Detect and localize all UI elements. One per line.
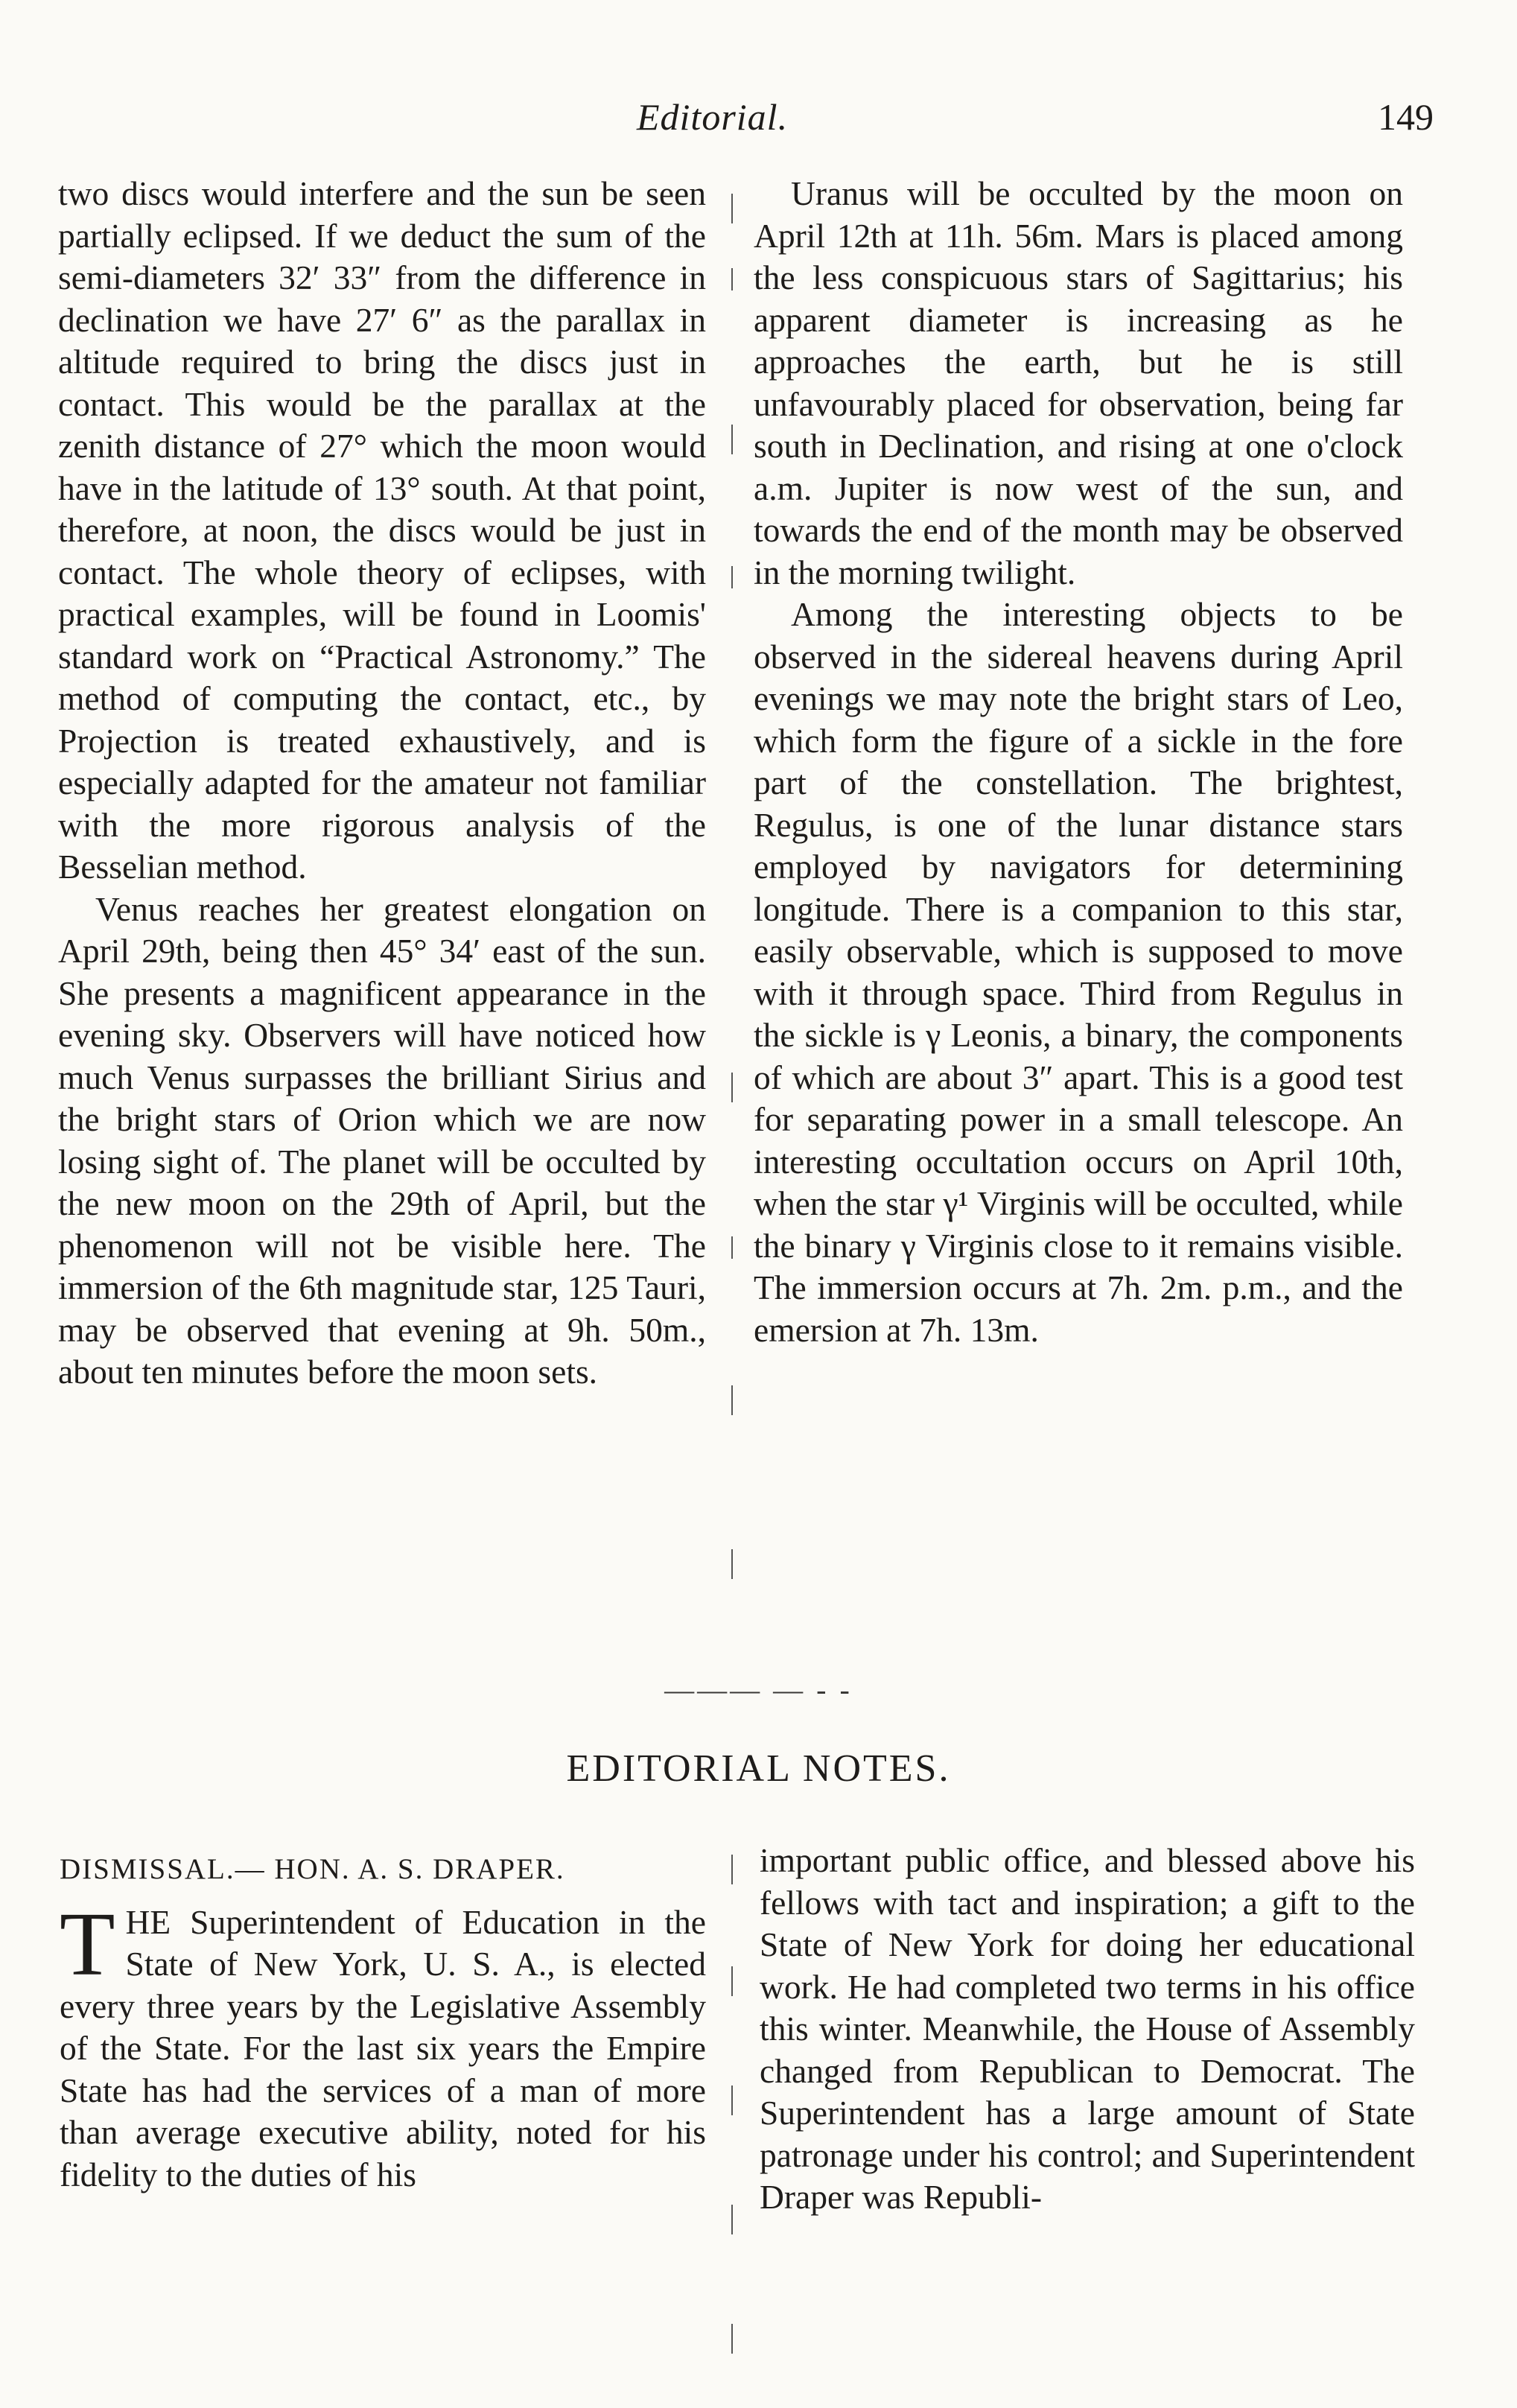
article-text-left-body: HE Superintendent of Education in the State of New York, U. S. A., is elected every three years by the Legislative Assembly of the State. For the last six years the Empire State has had the services of a man of more than average executive ability, noted for his fidelity to the duties of his — [60, 1902, 706, 2193]
running-title: Editorial. — [637, 96, 789, 138]
article-text-left — [60, 1893, 706, 2196]
page-number: 149 — [1378, 96, 1434, 138]
page-header — [0, 95, 1517, 147]
notes-left-column — [60, 1849, 706, 2196]
article-subheading: DISMISSAL.— HON. A. S. DRAPER. — [60, 1853, 565, 1885]
left-column — [58, 173, 706, 1394]
right-column — [754, 173, 1403, 1351]
right-paragraph-uranus: Uranus will be occulted by the moon on April 12th at 11h. 56m. Mars is placed among the less conspicuous stars of Sagittarius; his apparent diameter is increasing as he approaches the earth, but he is still unfavourably placed for observation, being far south in Declination, and rising at one o'clock a.m. Jupiter is now west of the sun, and towards the end of the month may be observed in the morning twilight. — [754, 174, 1403, 591]
column-gutter-top — [731, 179, 733, 1639]
drop-cap: T — [60, 1893, 115, 1995]
article-text-right: important public office, and blessed above his fellows with tact and inspiration; a gift to the State of New York for doing her educational work. He had completed two terms in his office this winter. Meanwhile, the House of Assembly changed from Republican to Democrat. The Superintendent has a large amount of State patronage under his control; and Superintendent Draper was Republi- — [760, 1841, 1415, 2216]
notes-right-column — [760, 1840, 1415, 2219]
right-paragraph-leo: Among the interesting objects to be observed in the sidereal heavens during April evenings we may note the bright stars of Leo, which form the figure of a sickle in the fore part of the constellation. The brightest, Regulus, is one of the lunar distance stars employed by navigators for determining longitude. There is a companion to this star, easily observable, which is supposed to move with it through space. Third from Regulus in the sickle is γ Leonis, a binary, the components of which are about 3″ apart. This is a good test for separating power in a small telescope. An interesting occultation occurs on April 10th, when the star γ¹ Virginis will be occulted, while the binary γ Virginis close to it remains visible. The immersion occurs at 7h. 2m. p.m., and the emersion at 7h. 13m. — [754, 595, 1403, 1349]
left-paragraph-venus: Venus reaches her greatest elongation on April 29th, being then 45° 34′ east of the sun. She presents a magnificent appearance in the evening sky. Observers will have noticed how much Venus surpasses the brilliant Sirius and the bright stars of Orion which we are now losing sight of. The planet will be occulted by the new moon on the 29th of April, but the phenomenon will not be visible here. The immersion of the 6th magnitude star, 125 Tauri, may be observed that evening at 9h. 50m., about ten minutes before the moon sets. — [58, 889, 706, 1391]
left-paragraph-1: two discs would interfere and the sun be seen partially eclipsed. If we deduct the sum of the semi-diameters 32′ 33″ from the difference in declination we have 27′ 6″ as the parallax in altitude required to bring the discs just in contact. This would be the parallax at the zenith distance of 27° which the moon would have in the latitude of 13° south. At that point, therefore, at noon, the discs would be just in contact. The whole theory of eclipses, with practical examples, will be found in Loomis' standard work on “Practical Astronomy.” The method of computing the contact, etc., by Projection is treated exhaustively, and is especially adapted for the amateur not familiar with the more rigorous analysis of the Besselian method. — [58, 174, 706, 886]
section-heading: EDITORIAL NOTES. — [566, 1747, 951, 1790]
column-gutter-bottom — [731, 1847, 733, 2369]
section-divider: ——— — - - — [664, 1673, 853, 1706]
